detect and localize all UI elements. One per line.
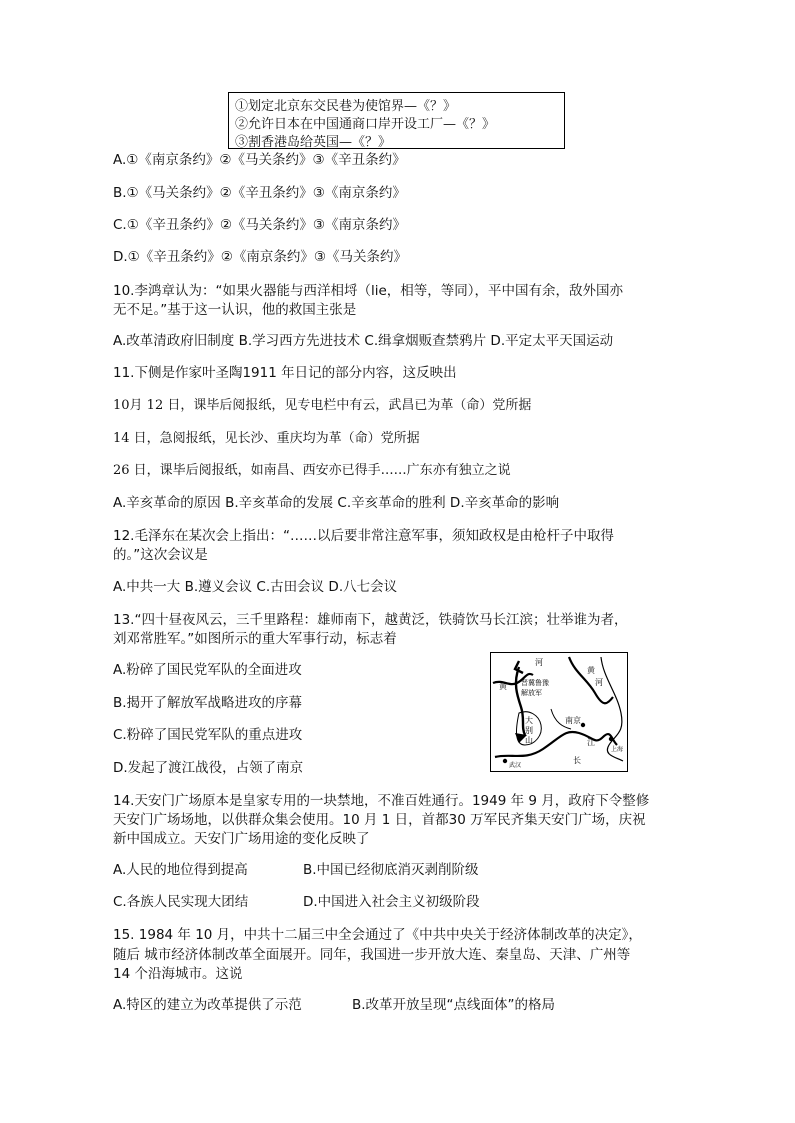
q12-stem-2: 的。”这次会议是 (113, 547, 208, 563)
map-label-da: 大 (525, 716, 533, 725)
q9-option-d: D.①《辛丑条约》②《南京条约》③《马关条约》 (113, 249, 407, 265)
q14-stem-3: 新中国成立。天安门广场用途的变化反映了 (113, 831, 370, 847)
advance-arrow (515, 661, 525, 735)
map-label-shanghai: 上海 (611, 746, 624, 753)
q11-stem: 11.下侧是作家叶圣陶1911 年日记的部分内容，这反映出 (113, 365, 457, 381)
clue-line-1: ①划定北京东交民巷为使馆界—《？》 (235, 99, 457, 114)
map-label-shan: 山 (525, 736, 533, 745)
nanjing-dot (581, 723, 585, 727)
q11-diary-2: 14 日，急阅报纸，见长沙、重庆均为革（命）党所据 (113, 431, 420, 446)
map-label-chang: 长 (573, 756, 581, 765)
yellow-river-east (569, 657, 613, 703)
q13-stem-1: 13.“四十昼夜风云，三千里路程：雄师南下，越黄泛，铁骑饮马长江滨；壮举谁为者， (113, 612, 628, 628)
clue-line-3: ③割香港岛给英国—《？》 (235, 135, 392, 150)
q9-option-a: A.①《南京条约》②《马关条约》③《辛丑条约》 (113, 152, 406, 168)
q15-option-a: A.特区的建立为改革提供了示范 (113, 997, 302, 1013)
q11-options: A.辛亥革命的原因 B.辛亥革命的发展 C.辛亥革命的胜利 D.辛亥革命的影响 (113, 495, 560, 511)
q14-option-d: D.中国进入社会主义初级阶段 (303, 894, 480, 910)
q12-options: A.中共一大 B.遵义会议 C.古田会议 D.八七会议 (113, 579, 398, 595)
map-label-huang-e: 黄 (587, 666, 595, 675)
q9-option-c: C.①《辛丑条约》②《马关条约》③《南京条约》 (113, 217, 407, 233)
q12-stem-1: 12.毛泽东在某次会上指出：“……以后要非常注意军事，须知政权是由枪杆子中取得 (113, 528, 614, 544)
map-label-he-e: 河 (595, 678, 603, 687)
map-label-he: 河 (535, 658, 543, 667)
q13-option-b: B.揭开了解放军战略进攻的序幕 (113, 695, 303, 711)
q15-stem-3: 14 个沿海城市。这说 (113, 966, 243, 982)
q9-option-b: B.①《马关条约》②《辛丑条约》③《南京条约》 (113, 185, 406, 201)
q11-diary-3: 26 日，课毕后阅报纸，如南昌、西安亦已得手……广东亦有独立之说 (113, 463, 511, 478)
q15-option-b: B.改革开放呈现“点线面体”的格局 (352, 997, 556, 1013)
clue-box (228, 92, 565, 149)
q13-option-c: C.粉碎了国民党军队的重点进攻 (113, 727, 303, 743)
q10-stem-1: 10.李鸿章认为：“如果火器能与西洋相埒（lie，相等，等同），平中国有余，敌外国亦 (113, 283, 624, 299)
yangtze-river (495, 732, 617, 757)
shanghai-dot (609, 737, 613, 741)
q13-stem-2: 刘邓常胜军。”如图所示的重大军事行动，标志着 (113, 631, 397, 647)
q14-option-c: C.各族人民实现大团结 (113, 894, 249, 910)
q15-stem-2: 随后 城市经济体制改革全面展开。同年，我国进一步开放大连、秦皇岛、天津、广州等 (113, 947, 631, 963)
map-label-nanjing: 南京 (565, 716, 581, 725)
map-label-army-2: 解放军 (521, 689, 542, 697)
q14-option-b: B.中国已经彻底消灭剥削阶级 (303, 862, 479, 878)
map-label-huang-w: 黄 (499, 682, 507, 691)
q14-option-a: A.人民的地位得到提高 (113, 862, 248, 878)
q11-diary-1: 10月 12 日，课毕后阅报纸，见专电栏中有云，武昌已为革（命）党所据 (113, 398, 532, 413)
q15-stem-1: 15. 1984 年 10 月，中共十二届三中全会通过了《中共中央关于经济体制改革的决定》， (113, 927, 642, 943)
q13-option-a: A.粉碎了国民党军队的全面进攻 (113, 662, 302, 678)
map-label-wuhan: 武汉 (509, 762, 522, 769)
campaign-map (490, 652, 628, 772)
q10-options: A.改革清政府旧制度 B.学习西方先进技术 C.缉拿烟贩查禁鸦片 D.平定太平天国运动 (113, 333, 614, 349)
map-label-army-1: 晋冀鲁豫 (521, 679, 549, 687)
clue-line-2: ②允许日本在中国通商口岸开设工厂—《？》 (235, 117, 496, 132)
wuhan-dot (503, 759, 507, 763)
q14-stem-1: 14.天安门广场原本是皇家专用的一块禁地，不准百姓通行。1949 年 9 月，政府下令整修 (113, 793, 650, 809)
q10-stem-2: 无不足。”基于这一认识，他的救国主张是 (113, 302, 357, 318)
map-label-bie: 别 (525, 726, 533, 735)
q13-option-d: D.发起了渡江战役，占领了南京 (113, 760, 304, 776)
q14-stem-2: 天安门广场场地，以供群众集会使用。10 月 1 日，首都30 万军民齐集天安门广场，庆祝 (113, 812, 646, 828)
map-drawing (491, 653, 626, 770)
map-label-jiang: 江 (587, 738, 595, 747)
